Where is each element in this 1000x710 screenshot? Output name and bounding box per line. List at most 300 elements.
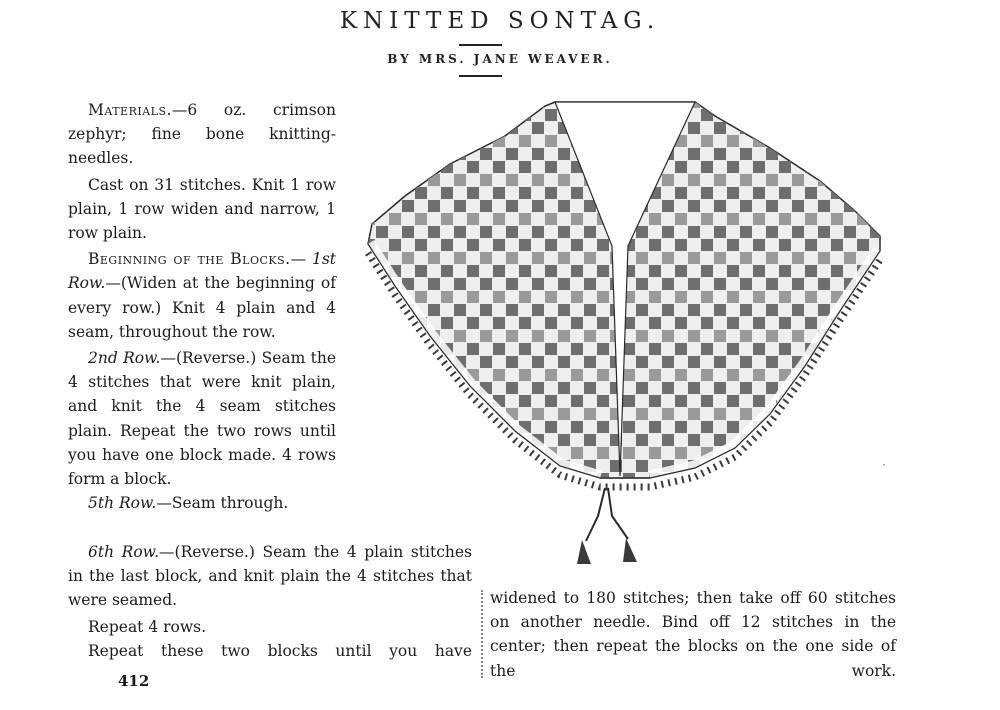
check-square — [415, 213, 427, 225]
check-square — [662, 174, 674, 186]
check-square — [506, 148, 518, 160]
check-square — [415, 161, 427, 173]
check-square — [428, 408, 440, 420]
check-square — [519, 265, 531, 277]
check-square — [675, 187, 687, 199]
title-rule-top — [459, 44, 502, 46]
check-square — [545, 317, 557, 329]
check-square — [493, 499, 505, 511]
check-square — [545, 369, 557, 381]
check-square — [701, 421, 713, 433]
check-square — [428, 304, 440, 316]
check-square — [363, 343, 375, 355]
check-square — [870, 460, 882, 472]
check-square — [558, 304, 570, 316]
print-speck: · — [882, 458, 886, 472]
check-square — [649, 291, 661, 303]
check-square — [532, 252, 544, 264]
check-square — [870, 434, 882, 446]
check-square — [415, 109, 427, 121]
check-square — [454, 330, 466, 342]
check-square — [441, 317, 453, 329]
check-square — [376, 122, 388, 134]
check-square — [766, 252, 778, 264]
check-square — [740, 304, 752, 316]
check-square — [688, 408, 700, 420]
check-square — [506, 278, 518, 290]
check-square — [857, 395, 869, 407]
check-square — [714, 330, 726, 342]
check-square — [818, 460, 830, 472]
check-square — [766, 278, 778, 290]
check-square — [792, 486, 804, 498]
check-square — [701, 239, 713, 251]
check-square — [441, 239, 453, 251]
check-square — [727, 343, 739, 355]
check-square — [675, 369, 687, 381]
check-square — [740, 200, 752, 212]
check-square — [467, 291, 479, 303]
check-square — [415, 473, 427, 485]
check-square — [519, 499, 531, 511]
check-square — [467, 343, 479, 355]
check-square — [350, 226, 362, 238]
row6-label: 6th Row. — [88, 543, 160, 561]
check-square — [350, 408, 362, 420]
check-square — [545, 499, 557, 511]
check-square — [883, 135, 895, 147]
check-square — [428, 252, 440, 264]
check-square — [363, 317, 375, 329]
check-square — [467, 109, 479, 121]
check-square — [779, 239, 791, 251]
check-square — [441, 187, 453, 199]
check-square — [714, 96, 726, 108]
check-square — [805, 395, 817, 407]
check-square — [519, 135, 531, 147]
check-square — [883, 473, 895, 485]
check-square — [506, 96, 518, 108]
check-square — [571, 265, 583, 277]
check-square — [389, 369, 401, 381]
check-square — [597, 291, 609, 303]
check-square — [389, 135, 401, 147]
check-square — [493, 213, 505, 225]
check-square — [493, 369, 505, 381]
right-tassel — [623, 538, 637, 562]
check-square — [779, 187, 791, 199]
check-square — [350, 382, 362, 394]
check-square — [753, 213, 765, 225]
check-square — [402, 382, 414, 394]
check-square — [389, 239, 401, 251]
check-square — [831, 499, 843, 511]
check-square — [350, 460, 362, 472]
check-square — [441, 421, 453, 433]
check-square — [402, 174, 414, 186]
check-square — [519, 473, 531, 485]
check-square — [454, 226, 466, 238]
check-square — [857, 187, 869, 199]
check-square — [493, 239, 505, 251]
check-square — [467, 421, 479, 433]
check-square — [896, 304, 900, 316]
check-square — [857, 421, 869, 433]
check-square — [792, 226, 804, 238]
check-square — [766, 148, 778, 160]
check-square — [675, 343, 687, 355]
check-square — [779, 343, 791, 355]
check-square — [558, 408, 570, 420]
check-square — [376, 408, 388, 420]
check-square — [597, 343, 609, 355]
check-square — [441, 135, 453, 147]
check-square — [675, 447, 687, 459]
check-square — [480, 148, 492, 160]
check-square — [571, 499, 583, 511]
check-square — [558, 330, 570, 342]
check-square — [389, 499, 401, 511]
check-square — [441, 109, 453, 121]
row5-text: —Seam through. — [156, 494, 289, 513]
check-square — [857, 447, 869, 459]
check-square — [389, 473, 401, 485]
check-square — [363, 135, 375, 147]
check-square — [870, 200, 882, 212]
check-square — [753, 395, 765, 407]
check-square — [857, 109, 869, 121]
check-square — [857, 499, 869, 511]
check-square — [883, 395, 895, 407]
check-square — [857, 135, 869, 147]
check-square — [831, 239, 843, 251]
check-square — [350, 200, 362, 212]
check-square — [402, 460, 414, 472]
check-square — [727, 499, 739, 511]
check-square — [896, 226, 900, 238]
row2-paragraph — [68, 346, 336, 491]
check-square — [415, 369, 427, 381]
check-square — [805, 109, 817, 121]
check-square — [571, 343, 583, 355]
check-square — [532, 122, 544, 134]
left-column — [68, 98, 336, 515]
check-square — [493, 291, 505, 303]
check-square — [896, 200, 900, 212]
check-square — [792, 96, 804, 108]
check-square — [636, 356, 648, 368]
check-square — [363, 161, 375, 173]
check-square — [831, 395, 843, 407]
check-square — [844, 460, 856, 472]
title-rule-bottom — [459, 75, 502, 77]
check-square — [584, 226, 596, 238]
check-square — [649, 265, 661, 277]
check-square — [376, 356, 388, 368]
check-square — [844, 408, 856, 420]
check-square — [675, 265, 687, 277]
check-square — [753, 473, 765, 485]
print-speck: ' — [775, 398, 779, 412]
check-square — [727, 109, 739, 121]
check-square — [688, 434, 700, 446]
check-square — [558, 356, 570, 368]
check-square — [896, 96, 900, 108]
check-square — [844, 330, 856, 342]
check-square — [545, 265, 557, 277]
check-square — [558, 148, 570, 160]
check-square — [792, 304, 804, 316]
check-square — [766, 226, 778, 238]
blocks-heading: Beginning of the Blocks. — [88, 250, 291, 269]
check-square — [896, 122, 900, 134]
check-square — [870, 148, 882, 160]
check-square — [584, 330, 596, 342]
check-square — [441, 265, 453, 277]
check-square — [792, 330, 804, 342]
check-square — [545, 109, 557, 121]
check-square — [883, 317, 895, 329]
page-title: KNITTED SONTAG. — [339, 8, 661, 34]
check-square — [519, 369, 531, 381]
check-square — [415, 291, 427, 303]
check-square — [792, 148, 804, 160]
tassel-ties — [577, 488, 637, 564]
check-square — [363, 421, 375, 433]
check-square — [675, 291, 687, 303]
check-square — [506, 486, 518, 498]
check-square — [350, 486, 362, 498]
check-square — [545, 135, 557, 147]
check-square — [636, 304, 648, 316]
check-square — [350, 96, 362, 108]
check-square — [779, 213, 791, 225]
check-square — [441, 447, 453, 459]
check-square — [636, 434, 648, 446]
check-square — [753, 343, 765, 355]
check-square — [818, 408, 830, 420]
check-square — [766, 122, 778, 134]
check-square — [558, 252, 570, 264]
check-square — [714, 122, 726, 134]
check-square — [688, 356, 700, 368]
check-square — [740, 226, 752, 238]
check-square — [649, 421, 661, 433]
check-square — [714, 356, 726, 368]
row5-label: 5th Row. — [88, 494, 157, 513]
check-square — [597, 239, 609, 251]
check-square — [506, 122, 518, 134]
check-square — [753, 447, 765, 459]
check-square — [753, 265, 765, 277]
check-square — [792, 408, 804, 420]
check-square — [831, 213, 843, 225]
check-square — [623, 421, 635, 433]
check-square — [415, 499, 427, 511]
check-square — [883, 161, 895, 173]
check-square — [831, 343, 843, 355]
check-square — [402, 356, 414, 368]
check-square — [831, 421, 843, 433]
check-square — [636, 252, 648, 264]
check-square — [805, 291, 817, 303]
check-square — [870, 330, 882, 342]
check-square — [350, 434, 362, 446]
check-square — [493, 343, 505, 355]
check-square — [389, 187, 401, 199]
check-square — [870, 174, 882, 186]
materials-text: —6 oz. crimson zephyr; fine bone knitting-needles. — [68, 101, 336, 168]
check-square — [545, 395, 557, 407]
check-square — [779, 265, 791, 277]
check-square — [805, 447, 817, 459]
check-square — [363, 447, 375, 459]
check-square — [532, 174, 544, 186]
check-square — [545, 291, 557, 303]
check-square — [766, 96, 778, 108]
check-square — [376, 200, 388, 212]
check-square — [740, 460, 752, 472]
check-square — [662, 252, 674, 264]
check-square — [753, 109, 765, 121]
left-tassel — [577, 540, 591, 564]
cast-on-paragraph: Cast on 31 stitches. Knit 1 row plain, 1 row widen and narrow, 1 row plain. — [68, 175, 336, 243]
check-square — [740, 148, 752, 160]
check-square — [493, 161, 505, 173]
check-square — [363, 291, 375, 303]
check-square — [792, 174, 804, 186]
check-square — [376, 382, 388, 394]
check-square — [740, 408, 752, 420]
check-square — [662, 304, 674, 316]
check-square — [818, 226, 830, 238]
check-square — [831, 473, 843, 485]
check-square — [467, 187, 479, 199]
check-square — [428, 434, 440, 446]
check-square — [818, 200, 830, 212]
check-square — [545, 421, 557, 433]
check-square — [363, 109, 375, 121]
check-square — [870, 486, 882, 498]
check-square — [714, 304, 726, 316]
check-square — [649, 213, 661, 225]
check-square — [623, 395, 635, 407]
check-square — [714, 382, 726, 394]
check-square — [363, 187, 375, 199]
check-square — [558, 382, 570, 394]
check-square — [649, 499, 661, 511]
check-square — [896, 460, 900, 472]
check-square — [519, 187, 531, 199]
check-square — [480, 356, 492, 368]
check-square — [415, 135, 427, 147]
check-square — [584, 434, 596, 446]
check-square — [870, 304, 882, 316]
check-square — [428, 148, 440, 160]
check-square — [844, 382, 856, 394]
check-square — [805, 161, 817, 173]
check-square — [480, 278, 492, 290]
check-square — [844, 148, 856, 160]
check-square — [675, 421, 687, 433]
check-square — [376, 304, 388, 316]
check-square — [636, 408, 648, 420]
check-square — [454, 278, 466, 290]
check-square — [727, 213, 739, 225]
check-square — [389, 317, 401, 329]
check-square — [441, 395, 453, 407]
check-square — [454, 460, 466, 472]
check-square — [805, 213, 817, 225]
check-square — [779, 499, 791, 511]
check-square — [389, 109, 401, 121]
check-square — [532, 356, 544, 368]
check-square — [350, 304, 362, 316]
check-square — [519, 343, 531, 355]
check-square — [779, 447, 791, 459]
check-square — [675, 395, 687, 407]
check-square — [662, 278, 674, 290]
check-square — [818, 434, 830, 446]
check-square — [402, 148, 414, 160]
check-square — [896, 252, 900, 264]
check-square — [688, 330, 700, 342]
check-square — [714, 174, 726, 186]
check-square — [844, 252, 856, 264]
check-square — [584, 408, 596, 420]
check-square — [857, 239, 869, 251]
check-square — [896, 330, 900, 342]
check-square — [428, 96, 440, 108]
check-square — [649, 369, 661, 381]
check-square — [792, 252, 804, 264]
check-square — [415, 395, 427, 407]
check-square — [740, 356, 752, 368]
check-square — [818, 382, 830, 394]
check-square — [896, 434, 900, 446]
check-square — [467, 499, 479, 511]
check-square — [493, 447, 505, 459]
check-square — [480, 330, 492, 342]
check-square — [571, 317, 583, 329]
check-square — [480, 226, 492, 238]
check-square — [727, 369, 739, 381]
check-square — [740, 122, 752, 134]
check-square — [753, 161, 765, 173]
check-square — [558, 200, 570, 212]
check-square — [519, 395, 531, 407]
check-square — [597, 395, 609, 407]
check-square — [506, 226, 518, 238]
check-square — [545, 343, 557, 355]
check-square — [363, 213, 375, 225]
row2-label: 2nd Row. — [88, 349, 161, 368]
check-square — [519, 213, 531, 225]
check-square — [740, 330, 752, 342]
check-square — [649, 239, 661, 251]
check-square — [688, 174, 700, 186]
check-square — [480, 486, 492, 498]
check-square — [558, 486, 570, 498]
check-square — [493, 473, 505, 485]
byline: BY MRS. JANE WEAVER. — [387, 52, 613, 66]
check-square — [740, 278, 752, 290]
check-square — [883, 213, 895, 225]
check-square — [480, 252, 492, 264]
check-square — [467, 161, 479, 173]
check-square — [350, 278, 362, 290]
check-square — [584, 252, 596, 264]
